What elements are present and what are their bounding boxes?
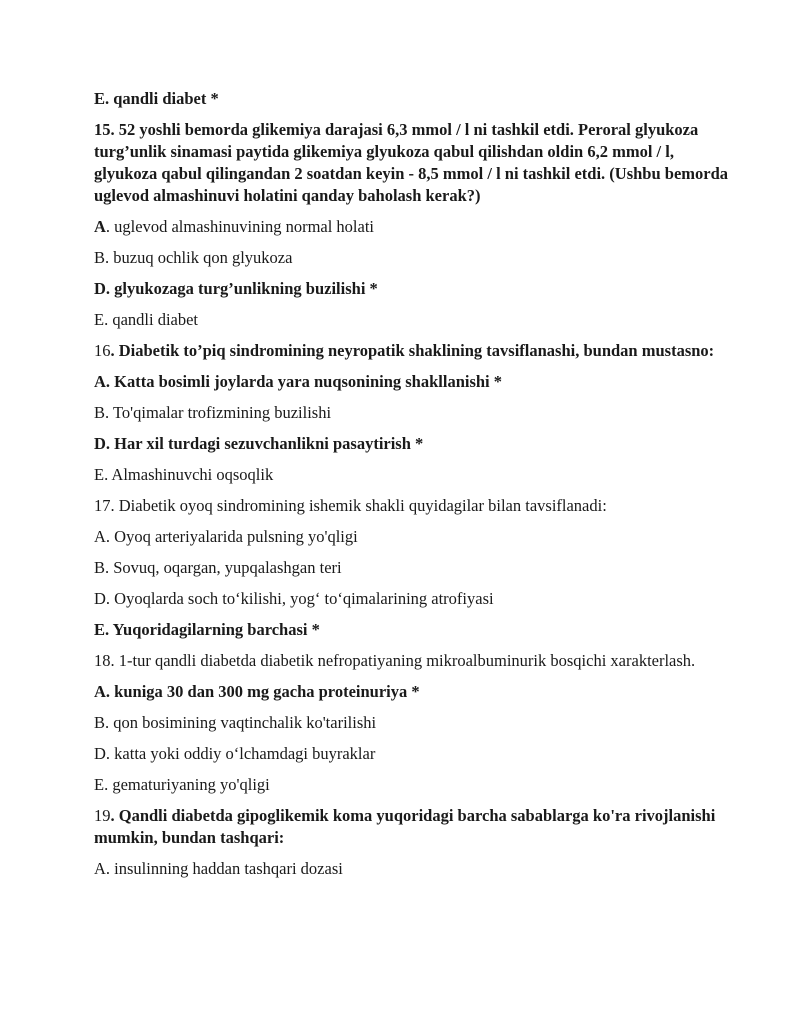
answer-option-a: A. kuniga 30 dan 300 mg gacha proteinuriya * [94,682,420,701]
question-number: 19 [94,806,111,825]
answer-option-b: B. qon bosimining vaqtinchalik ko'tarilishi [94,713,377,732]
question-text: . Diabetik to’piq sindromining neyropatik shaklining tavsiflanashi, bundan mustasno: [110,341,715,360]
question-18: 18. 1-tur qandli diabetda diabetik nefropatiyaning mikroalbuminurik bosqichi xarakterlash. [94,651,696,670]
answer-option-b: B. buzuq ochlik qon glyukoza [94,248,293,267]
question-17: 17. Diabetik oyoq sindromining ishemik shakli quyidagilar bilan tavsiflanadi: [94,496,607,515]
answer-option-a: A. insulinning haddan tashqari dozasi [94,859,343,878]
answer-option-d: D. Har xil turdagi sezuvchanlikni pasaytirish * [94,434,424,453]
answer-option-d: D. Oyoqlarda soch to‘kilishi, yog‘ to‘qimalarining atrofiyasi [94,589,494,608]
question-16 [94,340,734,362]
answer-option-a: A. Katta bosimli joylarda yara nuqsonining shakllanishi * [94,372,503,391]
question-15: 15. 52 yoshli bemorda glikemiya darajasi 6,3 mmol / l ni tashkil etdi. Peroral glyukoza turg’unlik sinamasi paytida glikemiya glyukoza qabul qilishdan oldin 6,2 mmol / l, glyukoza qabul qilingandan 2 soatdan keyin - 8,5 mmol / l ni tashkil etdi. (Ushbu bemorda uglevod almashinuvi holatini qanday baholash kerak?) [94,120,729,205]
answer-option-e: E. Yuqoridagilarning barchasi * [94,620,320,639]
answer-option-a [94,216,734,238]
answer-option-e: E. Almashinuvchi oqsoqlik [94,465,274,484]
answer-option-b: B. Sovuq, oqargan, yupqalashgan teri [94,558,342,577]
answer-option-e: E. gematuriyaning yo'qligi [94,775,270,794]
question-19 [94,805,734,849]
answer-line: E. qandli diabet * [94,89,219,108]
answer-option-a: A. Oyoq arteriyalarida pulsning yo'qligi [94,527,358,546]
answer-option-e: E. qandli diabet [94,310,199,329]
option-letter: A [94,217,106,236]
option-text: . uglevod almashinuvining normal holati [105,217,375,236]
document-page [94,88,734,889]
question-text: . Qandli diabetda gipoglikemik koma yuqoridagi barcha sabablarga ko'ra rivojlanishi mumkin, bundan tashqari: [94,806,716,847]
answer-option-d: D. glyukozaga turg’unlikning buzilishi * [94,279,378,298]
question-number: 16 [94,341,111,360]
answer-option-d: D. katta yoki oddiy o‘lchamdagi buyraklar [94,744,376,763]
answer-option-b: B. To'qimalar trofizmining buzilishi [94,403,332,422]
